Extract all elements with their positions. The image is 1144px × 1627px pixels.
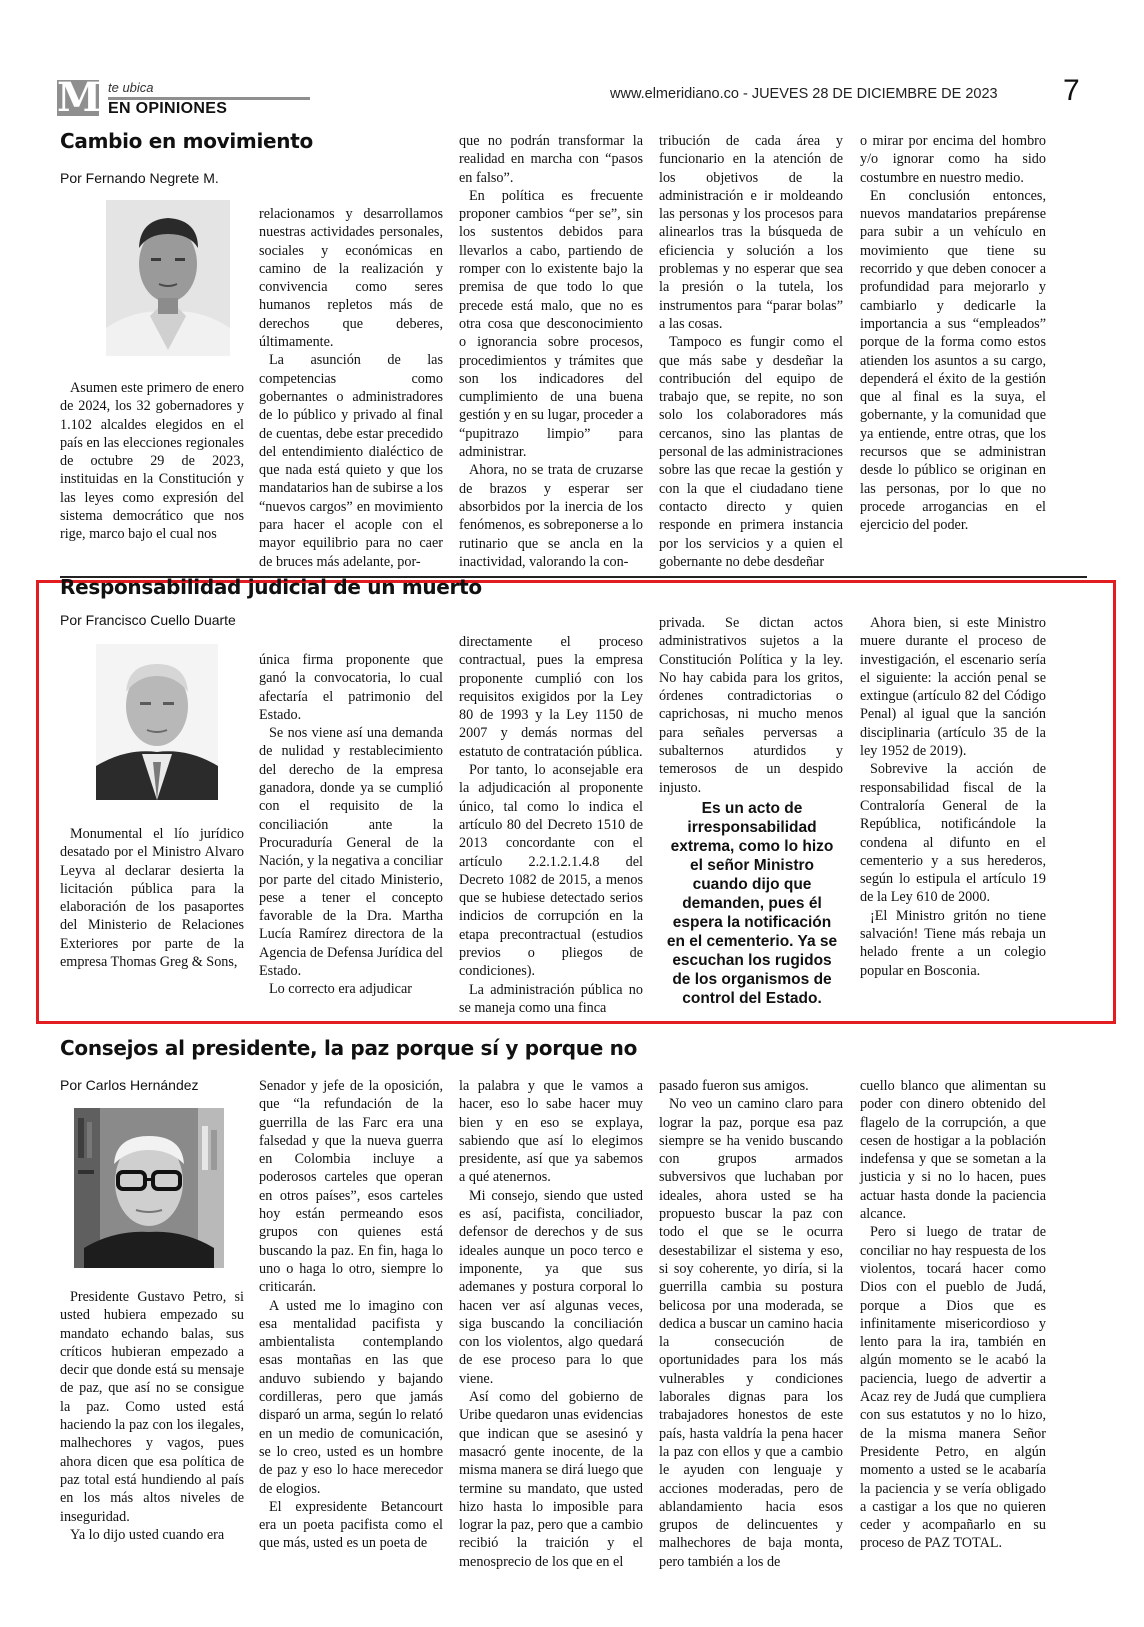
article-headline: Consejos al presidente, la paz porque sí y porque no [60,1036,638,1060]
article-column [259,1077,443,1600]
article-column [860,132,1046,534]
paragraph: relacionamos y desarrollamos nuestras actividades personales, sociales y económicas en camino de la realización y convivencia como seres humanos repletos más de derechos que deberes, últimamente. [259,206,443,351]
article-column [60,379,244,543]
author-photo [74,1108,224,1268]
paragraph: Por tanto, lo aconsejable era la adjudicación al proponente único, tal como lo indica el artículo 80 del Decreto 1510 de 2013 concordante con el artículo 2.2.1.2.1.4.8 del Decreto 1082 de 2015, a menos que se hubiese detectado serios indicios de corrupción en la etapa precontractual (estudios previos o pliegos de condiciones). [459,762,643,980]
article-byline: Por Francisco Cuello Duarte [60,612,236,628]
paragraph: En política es frecuente proponer cambios “per se”, sin los sustentos debidos para llevarlos a cabo, partiendo de romper con lo existente bajo la premisa de que todo lo que precede está malo, que no es otra cosa que desconocimiento o ignorancia sobre procesos, procedimientos y trámites que son los indicadores del cumplimiento de una buena gestión y en su lugar, proceder a “pupitrazo limpio” para administrar. [459,187,643,461]
paragraph: Ahora, no se trata de cruzarse de brazos y esperar ser absorbidos por la inercia de los fenómenos, es sobreponerse a lo rutinario que se ancla en la inactividad, valorando la con- [459,462,643,570]
paragraph: Así como del gobierno de Uribe quedaron unas evidencias que indican que se asesinó y masacró gente inocente, de la misma manera se dirá luego que termine su mandato, que usted hizo hasta lo imposible para lograr la paz, pero que a cambio recibió la traición y el menosprecio de los que en el [459,1389,643,1570]
article-column [60,825,244,980]
paragraph: La administración pública no se maneja como una finca [459,981,643,1016]
article-column [659,132,843,570]
pull-quote: Es un acto de irresponsabilidad extrema, como lo hizo el señor Ministro cuando dijo que demanden, pues él espera la notificación en el cementerio. Ya se escuchan los rugidos de los organismos de control del Estado. [666,800,838,1007]
article-byline: Por Fernando Negrete M. [60,170,219,186]
article-column [459,132,643,570]
paragraph: Monumental el lío jurídico desatado por el Ministro Alvaro Leyva al declarar desierta la licitación pública para la elaboración de los pasaportes del Ministerio de Relaciones Exteriores por parte de la empresa Thomas Greg & Sons, [60,826,244,971]
article-column [60,1288,244,1600]
paragraph: la palabra y que le vamos a hacer, eso lo sabe hacer muy bien y en eso se explaya, sabiendo que así lo elegimos presidente, así que ya sabemos a qué atenernos. [459,1078,643,1186]
paragraph: cuello blanco que alimentan su poder con dinero obtenido del flagelo de la corrupción, a que cesen de hostigar a la población indefensa y que se sometan a la justicia y si no lo hacen, pues actuar hasta donde la paciencia alcance. [860,1078,1046,1223]
article-byline: Por Carlos Hernández [60,1077,199,1093]
paragraph: que no podrán transformar la realidad en marcha con “pasos en falso”. [459,133,643,186]
paragraph: única firma proponente que ganó la convocatoria, lo cual afectaría el patrimonio del Estado. [259,652,443,723]
article-column [459,633,643,1016]
paragraph: privada. Se dictan actos administrativos sujetos a la Constitución Política y la ley. No hay cabida para los gritos, órdenes contradictorias o caprichosas, ni mucho menos para señales perversas a subalternos aturdidos y temerosos de un despido injusto. [659,615,843,796]
paragraph: Asumen este primero de enero de 2024, los 32 gobernadores y 1.102 alcaldes elegidos en el país en las elecciones regionales de octubre 29 de 2023, instituidas en la Constitución y las leyes como expresión del sistema democrático que nos rige, marco bajo el cual nos [60,380,244,543]
paragraph: A usted me lo imagino con esa mentalidad pacifista y ambientalista contemplando esas montañas en las que anduvo subiendo y bajando cordilleras, pero que jamás disparó un arma, según lo relató en un medio de comunicación, se lo creo, usted es un hombre de paz y eso lo hace merecedor de elogios. [259,1297,443,1497]
paragraph: tribución de cada área y funcionario en la atención de los objetivos de la administración e ir moldeando las personas y los procesos para alinearlos tras la búsqueda de eficiencia y solución a los problemas y no esperar que sea la presión o la tutela, los instrumentos para “parar bolas” a las cosas. [659,133,843,332]
date-line: www.elmeridiano.co - JUEVES 28 DE DICIEMBRE DE 2023 [610,86,998,102]
paragraph: No veo un camino claro para lograr la paz, porque esa paz siempre se ha venido buscando con grupos armados subversivos que luchaban por ideales, ahora usted se ha propuesto buscar la paz con todo el que se le ocurra desestabilizar el sistema y eso, si soy coherente, yo diría, si la guerrilla cambia su postura belicosa por una moderada, se dedica a buscar un camino hacia la consecución de oportunidades para los más vulnerables y condiciones laborales dignas para los trabajadores honestos de este país, hasta valdría la pena hacer la paz con ellos y que a cambio le ayuden con lenguaje y acciones moderadas, pero de ablandamiento hacia esos grupos de delincuentes y malhechores de baja monta, pero también a los de [659,1096,843,1570]
article-headline: Cambio en movimiento [60,129,313,153]
paragraph: Senador y jefe de la oposición, que “la refundación de la guerrilla de las Farc era una falsedad y que la nueva guerra en Colombia incluye a poderosos carteles que operan en otros países”, esos carteles hoy están permeando esos grupos con quienes está buscando la paz. En fin, haga lo uno o haga lo otro, siempre lo criticarán. [259,1078,443,1296]
paragraph: La asunción de las competencias como gobernantes o administradores de lo público y privado al final de cuentas, debe estar precedido del entendimiento dialéctico de que nada está quieto y que los mandatarios han de subirse a los “nuevos cargos” en movimiento para hacer el acople con el mayor equilibrio para no caer de bruces más adelante, por- [259,352,443,570]
author-photo [96,644,218,800]
paragraph: El expresidente Betancourt era un poeta pacifista como el que más, usted es un poeta de [259,1498,443,1552]
article-column [259,651,443,998]
paragraph: Lo correcto era adjudicar [269,981,412,998]
paragraph: directamente el proceso contractual, pues la empresa proponente cumplió con los requisitos exigidos por la Ley 80 de 1993 y la Ley 1150 de 2007 y demás normas del estatuto de contratación pública. [459,634,643,760]
article-column [659,614,843,796]
article-column [860,614,1046,980]
article-column [259,205,443,570]
page-number: 7 [1063,74,1080,107]
paragraph: pasado fueron sus amigos. [659,1078,809,1094]
paragraph: Sobrevive la acción de responsabilidad fiscal de la Contraloría General de la República, notificándole la condena al difunto en el cementerio y a sus herederos, según lo estipula el artículo 19 de la Ley 610 de 2000. [860,761,1046,906]
paragraph: Mi consejo, siendo que usted es así, pacifista, conciliador, defensor de derechos y de sus ideales aunque un poco terco e imponente, ya que sus ademanes y postura corporal lo hacen ver así algunas veces, siga buscando la conciliación con los violentos, algo quedará de ese proceso para lo que viene. [459,1187,643,1387]
author-photo [106,200,230,356]
article-column [860,1077,1046,1600]
paragraph: Se nos viene así una demanda de nulidad y restablecimiento del derecho de la empresa ganadora, donde ya se cumplió con el requisito de la conciliación ante la Procuraduría General de la Nación, y la negativa a conciliar por parte del citado Ministerio, pese a tener el concepto favorable de la Dra. Martha Lucía Ramírez directora de la Agencia de Defensa Jurídica del Estado. [259,725,443,980]
section-kicker: te ubica [108,80,154,95]
paragraph: Pero si luego de tratar de conciliar no hay respuesta de los violentos, tocará hacer como Dios con el pueblo de Judá, porque a Dios que es infinitamente misericordioso y lento para la ira, también en algún momento se le acabó la paciencia, luego de advertir a Acaz rey de Judá que cumpliera con sus estatutos y no lo hizo, de la misma manera Señor Presidente Petro, en algún momento a usted se le acabaría la paciencia y se vería obligado a castigar a los que no quieren ceder y acompañarlo en su proceso de PAZ TOTAL. [860,1224,1046,1552]
paragraph: Presidente Gustavo Petro, si usted hubiera empezado su mandato echando balas, sus críticos hubieran empezado a decir que donde está su mensaje de paz, que así no se consigue la paz. Como usted está haciendo la paz con los ilegales, malhechores y vagos, pues ahora dicen que esa política de paz total está hundiendo al país en los más altos niveles de inseguridad. [60,1289,244,1525]
article-column [459,1077,643,1600]
article-headline: Responsabilidad judicial de un muerto [60,575,482,599]
paragraph: En conclusión entonces, nuevos mandatarios prepárense para subir a un vehículo en movimiento que tiene su recorrido y que deben conocer a profundidad para mejorarlo y cambiarlo y dedicarle la importancia a sus “empleados” porque de la forma como estos atienden los asuntos a su cargo, dependerá el éxito de la gestión que al final es la suya, el gobernante, y la comunidad que ya entiende, entre otras, que los recursos que se administran desde lo público se originan en las personas, por lo que no procede arrogancias en el ejercicio del poder. [860,187,1046,534]
paragraph: Ya lo dijo usted cuando era [70,1526,225,1543]
paragraph: o mirar por encima del hombro y/o ignorar como ha sido costumbre en nuestro medio. [860,133,1046,186]
paragraph: ¡El Ministro gritón no tiene salvación! Tiene más rebaja un helado frente a un colegio popular en Bosconia. [860,907,1046,979]
newspaper-logo: M [57,74,100,121]
paragraph: Ahora bien, si este Ministro muere durante el proceso de investigación, el escenario sería el siguiente: la acción penal se extingue (artículo 82 del Código Penal) al igual que la sanción disciplinaria (artículo 35 de la ley 1952 de 2019). [860,615,1046,760]
article-column [659,1077,843,1600]
section-title: EN OPINIONES [108,100,228,117]
paragraph: Tampoco es fungir como el que más sabe y desdeñar la contribución del equipo de trabajo que, se repite, no son solo los colaboradores más cercanos, sino las plantas de personal de las administraciones sobre las que recae la gestión y con la que el ciudadano tiene contacto directo y quien responde en primera instancia por los servicios y a quien el gobernante no debe desdeñar [659,334,843,570]
